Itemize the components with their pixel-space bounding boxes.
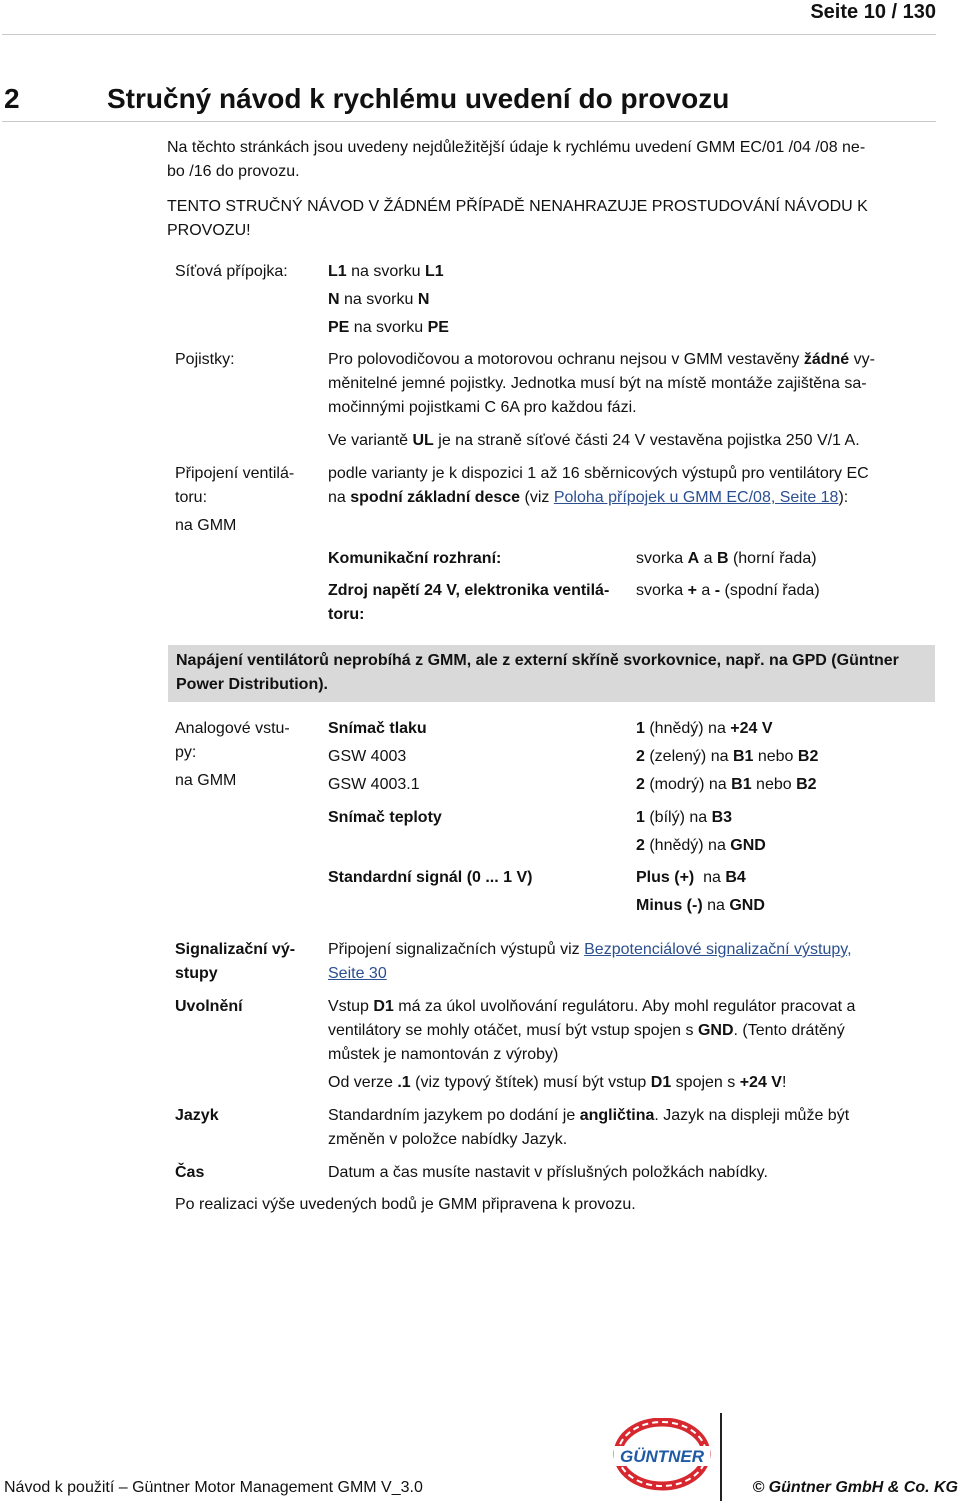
- temp-wire-2: 2 (hnědý) na GND: [636, 837, 766, 854]
- logo-wordmark: GÜNTNER: [619, 1447, 705, 1466]
- intro-paragraph: Na těchto stránkách jsou uvedeny nejdůležitější údaje k rychlému uvedení GMM EC/01 /04 /08 ne- bo /16 do provozu.: [167, 139, 866, 180]
- temp-sensor-label: Snímač teploty: [328, 809, 442, 826]
- temp-wire-1: 1 (bílý) na B3: [636, 809, 733, 826]
- analog-label: Analogové vstu- py: na GMM: [175, 720, 290, 789]
- mains-l1: L1 na svorku L1: [328, 263, 444, 280]
- fuses-label: Pojistky:: [175, 351, 235, 368]
- language-text: Standardním jazykem po dodání je angličtina. Jazyk na displeji může být změněn v položce nabídky Jazyk.: [328, 1107, 850, 1148]
- fan-connection-link[interactable]: Poloha přípojek u GMM EC/08, Seite 18: [553, 489, 839, 506]
- mains-n: N na svorku N: [328, 291, 430, 308]
- signal-outputs-label: Signalizační vý- stupy: [175, 941, 296, 982]
- signal-outputs-link[interactable]: Bezpotenciálové signalizační výstupy,: [584, 941, 852, 958]
- chapter-title: Stručný návod k rychlému uvedení do provozu: [107, 83, 730, 114]
- fan-supply-value: svorka + a - (spodní řada): [636, 582, 820, 599]
- fuses-ul-text: Ve variantě UL je na straně síťové části 24 V vestavěna pojistka 250 V/1 A.: [328, 432, 860, 449]
- chapter-number: 2: [4, 83, 20, 114]
- header-divider: [2, 34, 936, 35]
- pressure-sensor-label: Snímač tlaku: [328, 720, 427, 737]
- mains-pe: PE na svorku PE: [328, 319, 449, 336]
- guntner-logo: [612, 1418, 712, 1498]
- comm-interface-value: svorka A a B (horní řada): [636, 550, 817, 567]
- footer-vertical-line: [720, 1413, 722, 1501]
- pressure-wire-1: 1 (hnědý) na +24 V: [636, 720, 773, 737]
- footer-copyright: © Güntner GmbH & Co. KG: [752, 1479, 958, 1496]
- comm-interface-label: Komunikační rozhraní:: [328, 550, 502, 567]
- fans-label: Připojení ventilá- toru: na GMM: [175, 465, 295, 534]
- time-label: Čas: [175, 1164, 205, 1181]
- closing-text: Po realizaci výše uvedených bodů je GMM připravena k provozu.: [175, 1196, 636, 1213]
- fan-supply-label: Zdroj napětí 24 V, elektronika ventilá- toru:: [328, 582, 610, 623]
- signal-minus: Minus (-) na GND: [636, 897, 765, 914]
- pressure-wire-2-green: 2 (zelený) na B1 nebo B2: [636, 748, 819, 765]
- warning-paragraph: TENTO STRUČNÝ NÁVOD V ŽÁDNÉM PŘÍPADĚ NENAHRAZUJE PROSTUDOVÁNÍ NÁVODU K PROVOZU!: [167, 198, 868, 239]
- release-text: Vstup D1 má za úkol uvolňování regulátoru. Aby mohl regulátor pracovat a ventilátory se mohly otáčet, musí být vstup spojen s GND. (Tento drátěný můstek je namontován z výroby) Od verze .1 (viz typový štítek) musí být vstup D1 spojen s +24 V!: [328, 998, 856, 1091]
- signal-outputs-text: Připojení signalizačních výstupů viz Bezpotenciálové signalizační výstupy, Seite 30: [328, 941, 852, 982]
- time-text: Datum a čas musíte nastavit v příslušných položkách nabídky.: [328, 1164, 768, 1181]
- release-label: Uvolnění: [175, 998, 243, 1015]
- fuses-text: Pro polovodičovou a motorovou ochranu nejsou v GMM vestavěny žádné vy- měnitelné jemné pojistky. Jednotka musí být na místě montáže zajištěna sa- močinnými pojistkami C 6A pro každou fázi.: [328, 351, 875, 416]
- chapter-divider: [2, 121, 936, 122]
- mains-label: Síťová přípojka:: [175, 263, 288, 280]
- page-number: Seite 10 / 130: [810, 1, 936, 23]
- signal-outputs-page-link[interactable]: Seite 30: [328, 965, 387, 982]
- language-label: Jazyk: [175, 1107, 219, 1124]
- gsw4003-label: GSW 4003: [328, 748, 407, 765]
- footer-document-title: Návod k použití – Güntner Motor Management GMM V_3.0: [4, 1479, 423, 1496]
- note-box: [168, 645, 935, 702]
- pressure-wire-2-blue: 2 (modrý) na B1 nebo B2: [636, 776, 817, 793]
- note-text: Napájení ventilátorů neprobíhá z GMM, ale z externí skříně svorkovnice, např. na GPD (Güntner Power Distribution).: [176, 652, 899, 693]
- gsw40031-label: GSW 4003.1: [328, 776, 420, 793]
- fans-text: podle varianty je k dispozici 1 až 16 sběrnicových výstupů pro ventilátory EC na spodní základní desce (viz Poloha přípojek u GMM EC/08, Seite 18):: [328, 465, 869, 506]
- standard-signal-label: Standardní signál (0 ... 1 V): [328, 869, 533, 886]
- signal-plus: Plus (+) na B4: [636, 869, 746, 886]
